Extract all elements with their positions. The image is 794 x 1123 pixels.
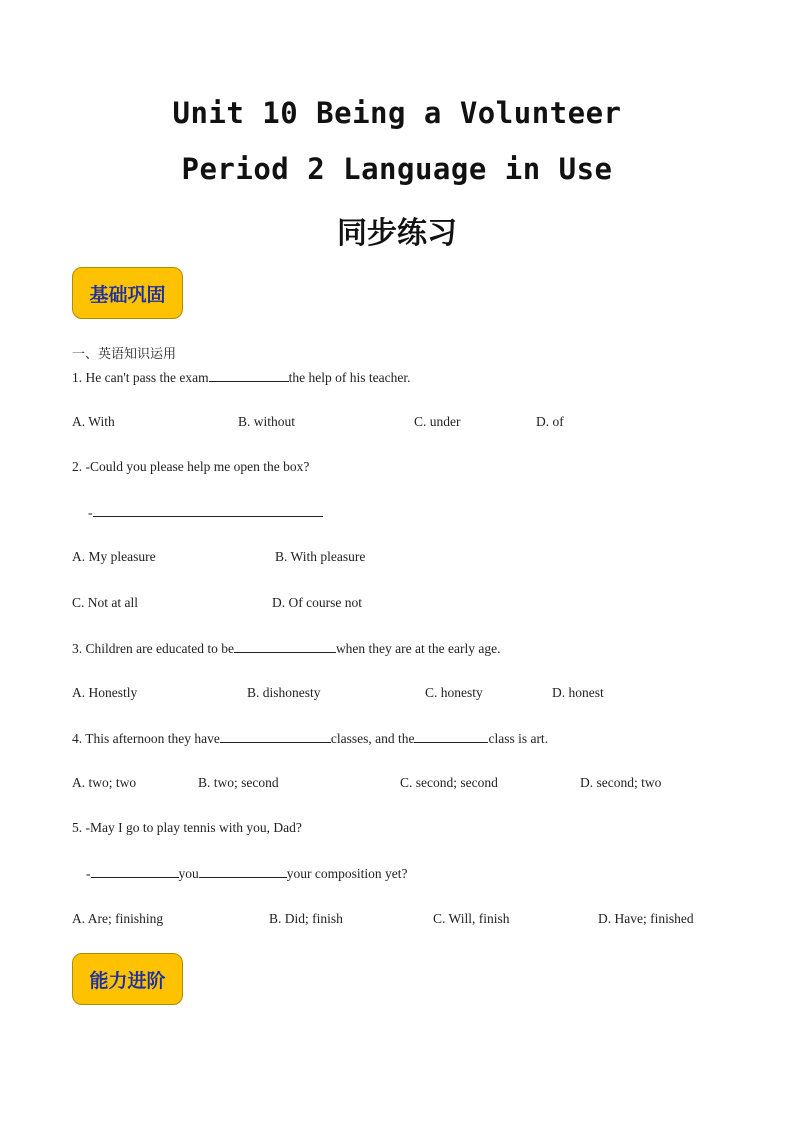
q3-option-d: D. honest bbox=[552, 685, 604, 700]
question-4 bbox=[72, 730, 548, 747]
q1-option-d: D. of bbox=[536, 414, 564, 429]
q1-option-b: B. without bbox=[238, 414, 296, 429]
q2-reply bbox=[88, 504, 323, 521]
q4-blank-2 bbox=[414, 730, 488, 743]
q5-option-b: B. Did; finish bbox=[269, 911, 343, 926]
q4-option-d: D. second; two bbox=[580, 775, 662, 790]
subtitle: 同步练习 bbox=[337, 216, 457, 251]
title-line-2: Period 2 Language in Use bbox=[181, 152, 613, 186]
q5-text-mid: you bbox=[178, 866, 199, 881]
q5-blank-2 bbox=[199, 865, 287, 878]
question-2: 2. -Could you please help me open the box? bbox=[72, 459, 310, 474]
q4-text-post: class is art. bbox=[488, 731, 549, 746]
q1-option-a: A. With bbox=[72, 414, 115, 429]
question-5: 5. -May I go to play tennis with you, Dad? bbox=[72, 820, 302, 835]
q1-text-pre: 1. He can't pass the exam bbox=[72, 370, 209, 385]
question-3 bbox=[72, 640, 500, 657]
q3-option-b: B. dishonesty bbox=[247, 685, 321, 700]
q2-option-d: D. Of course not bbox=[272, 595, 362, 610]
q3-text-pre: 3. Children are educated to be bbox=[72, 641, 234, 656]
q4-blank-1 bbox=[220, 730, 331, 743]
q2-reply-dash: - bbox=[88, 505, 93, 520]
q4-option-c: C. second; second bbox=[400, 775, 498, 790]
q3-text-post: when they are at the early age. bbox=[335, 641, 501, 656]
q3-option-a: A. Honestly bbox=[72, 685, 138, 700]
q4-text-pre: 4. This afternoon they have bbox=[72, 731, 220, 746]
question-1 bbox=[72, 369, 410, 386]
q2-option-c: C. Not at all bbox=[72, 595, 138, 610]
q3-option-c: C. honesty bbox=[425, 685, 483, 700]
q2-option-a: A. My pleasure bbox=[72, 549, 156, 564]
q4-text-mid: classes, and the bbox=[330, 731, 415, 746]
q1-option-c: C. under bbox=[414, 414, 461, 429]
q5-reply-dash: - bbox=[86, 866, 91, 881]
q5-option-d: D. Have; finished bbox=[598, 911, 694, 926]
q5-blank-1 bbox=[91, 865, 179, 878]
q2-option-b: B. With pleasure bbox=[275, 549, 366, 564]
badge-advanced: 能力进阶 bbox=[72, 953, 183, 1005]
title-line-1: Unit 10 Being a Volunteer bbox=[172, 96, 622, 130]
q5-reply bbox=[86, 865, 407, 882]
q5-option-c: C. Will, finish bbox=[433, 911, 510, 926]
q1-text-post: the help of his teacher. bbox=[288, 370, 411, 385]
section-heading: 一、英语知识运用 bbox=[72, 347, 177, 362]
badge-basic: 基础巩固 bbox=[72, 267, 183, 319]
q2-blank bbox=[93, 504, 323, 517]
q1-blank bbox=[209, 369, 289, 382]
q4-option-b: B. two; second bbox=[198, 775, 279, 790]
q5-option-a: A. Are; finishing bbox=[72, 911, 164, 926]
q5-text-post: your composition yet? bbox=[286, 866, 408, 881]
q3-blank bbox=[234, 640, 336, 653]
q4-option-a: A. two; two bbox=[72, 775, 137, 790]
